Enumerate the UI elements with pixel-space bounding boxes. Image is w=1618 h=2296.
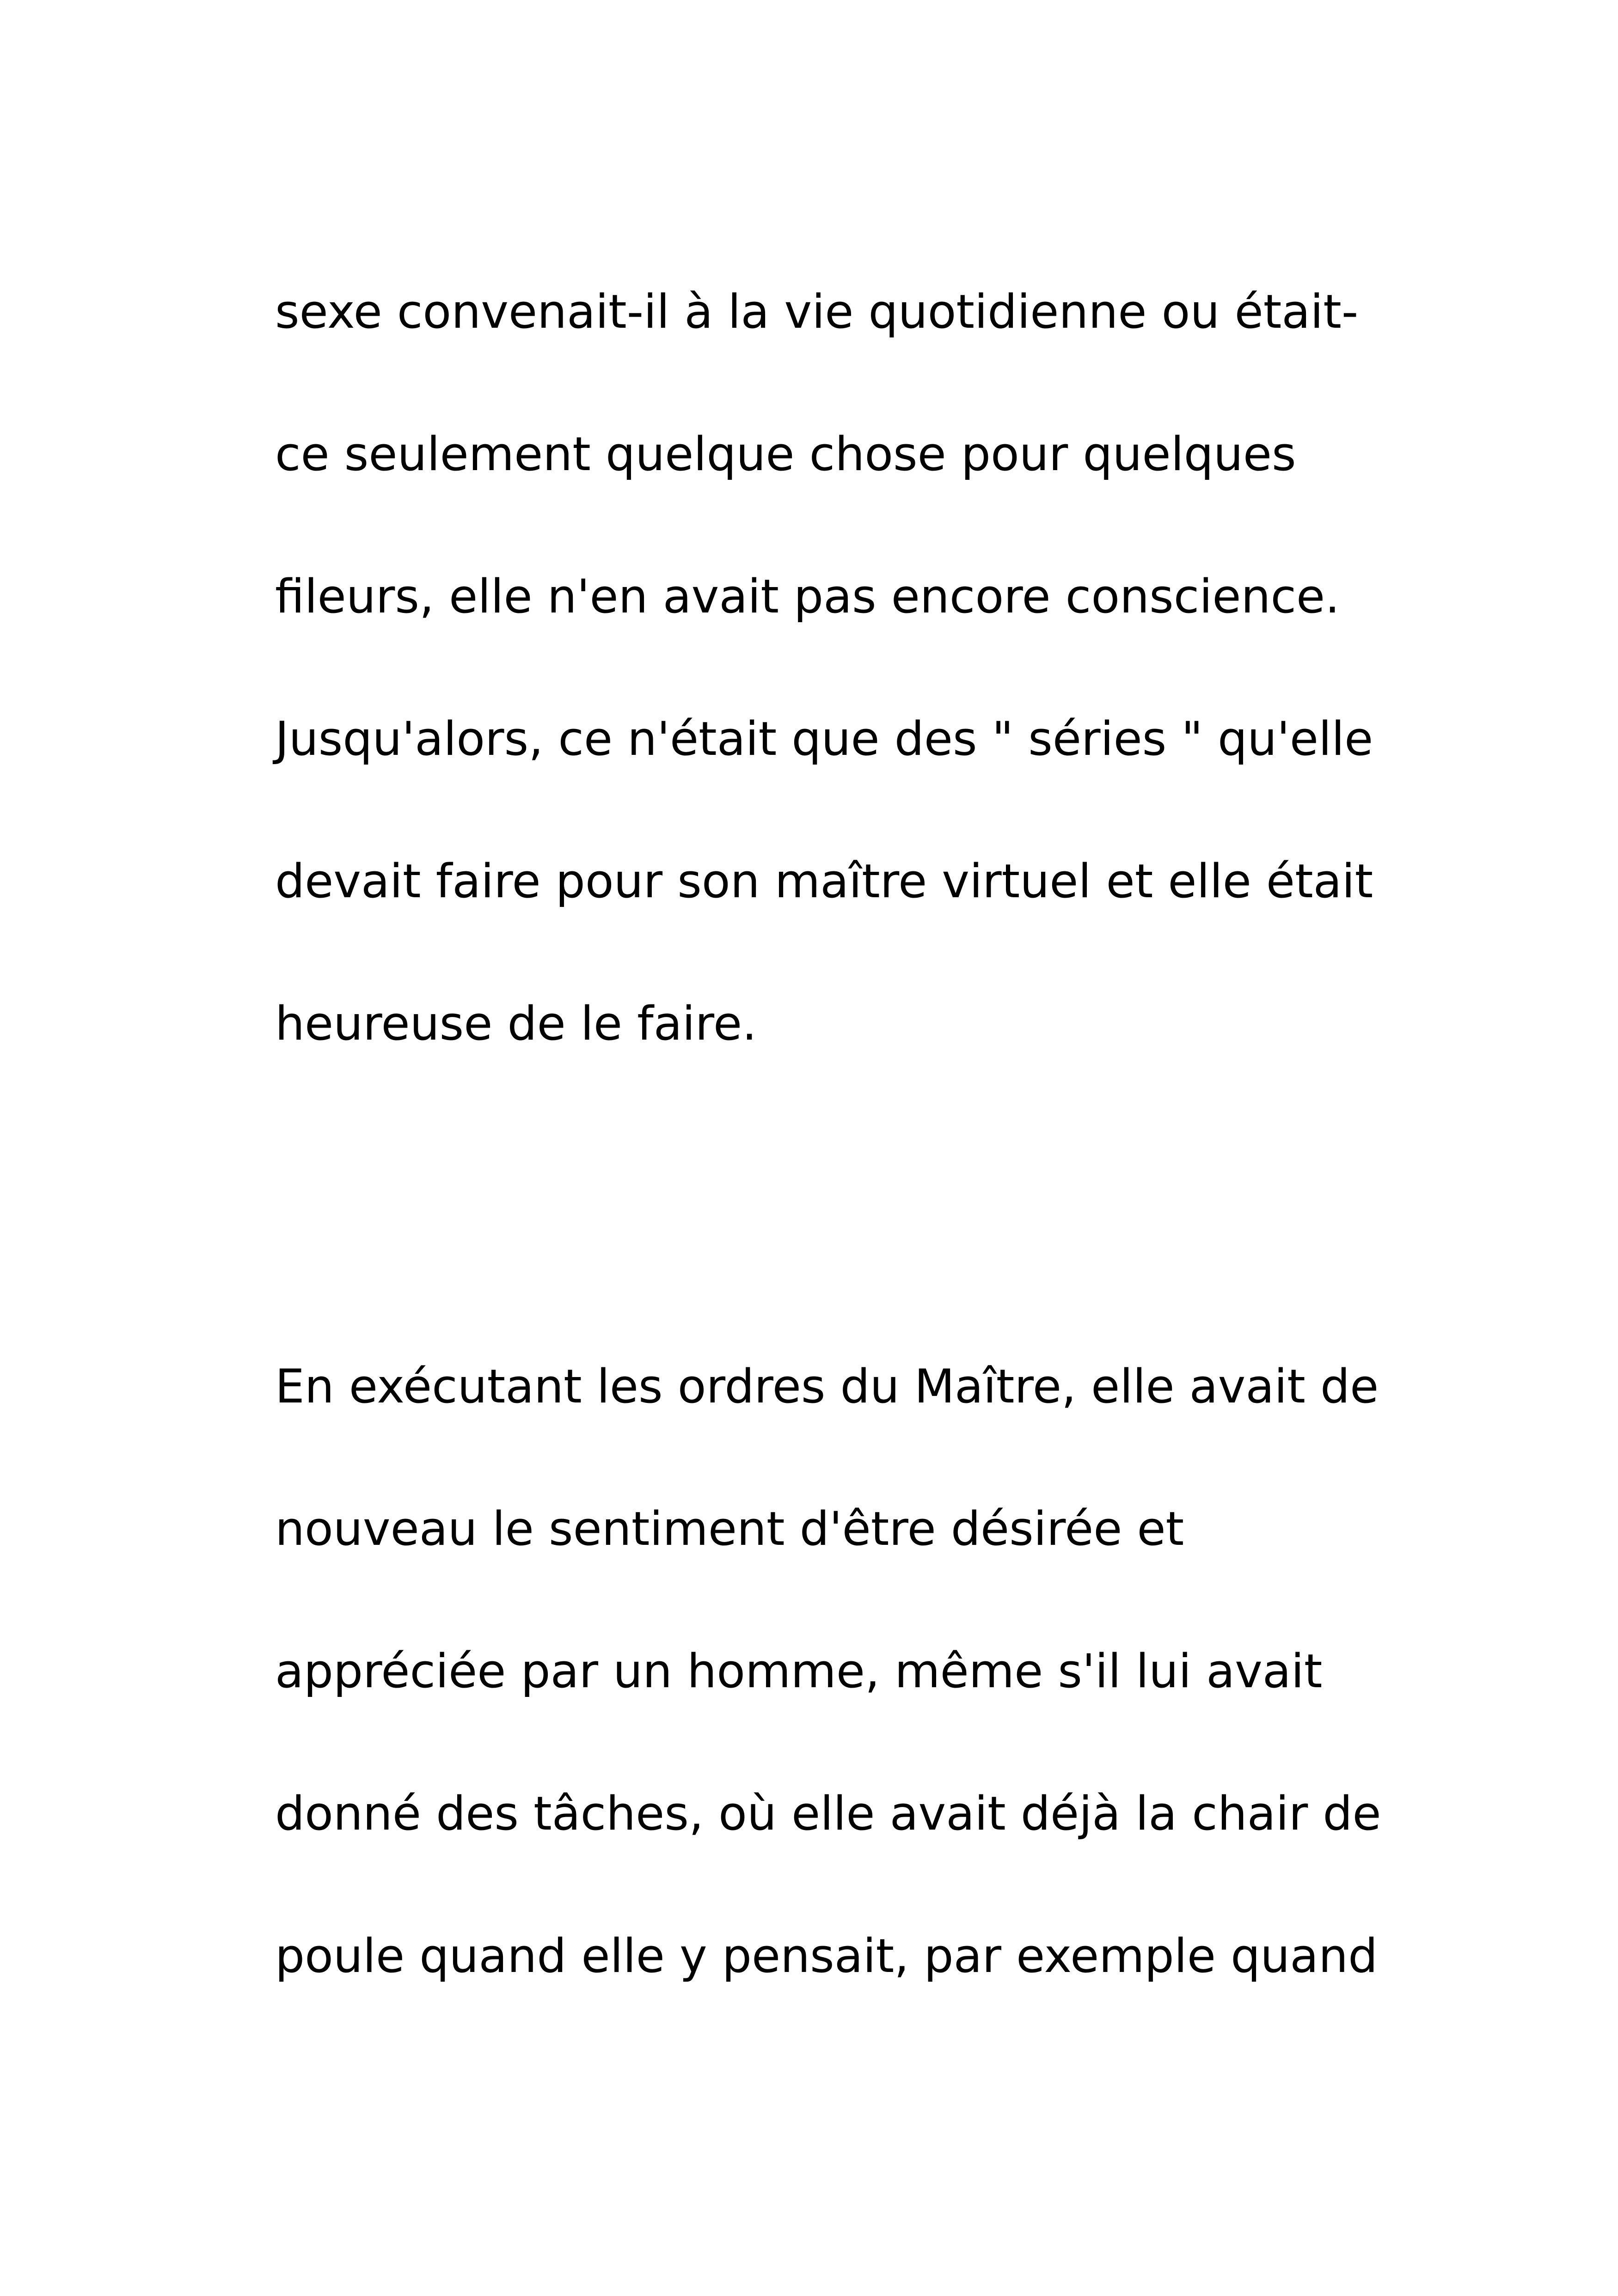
- text-line: donné des tâches, où elle avait déjà la chair de: [275, 1786, 1381, 1841]
- text-line: poule quand elle y pensait, par exemple quand: [275, 1929, 1378, 1983]
- text-line: Jusqu'alors, ce n'était que des " séries " qu'elle: [275, 711, 1373, 766]
- text-line: heureuse de le faire.: [275, 996, 757, 1051]
- text-line: ce seulement quelque chose pour quelques: [275, 427, 1296, 481]
- text-line: fileurs, elle n'en avait pas encore conscience.: [275, 569, 1340, 624]
- text-line: devait faire pour son maître virtuel et elle était: [275, 854, 1373, 908]
- text-line: appréciée par un homme, même s'il lui avait: [275, 1644, 1323, 1698]
- text-line: En exécutant les ordres du Maître, elle avait de: [275, 1359, 1379, 1414]
- text-line: sexe convenait-il à la vie quotidienne ou était-: [275, 284, 1359, 339]
- text-line: nouveau le sentiment d'être désirée et: [275, 1501, 1184, 1556]
